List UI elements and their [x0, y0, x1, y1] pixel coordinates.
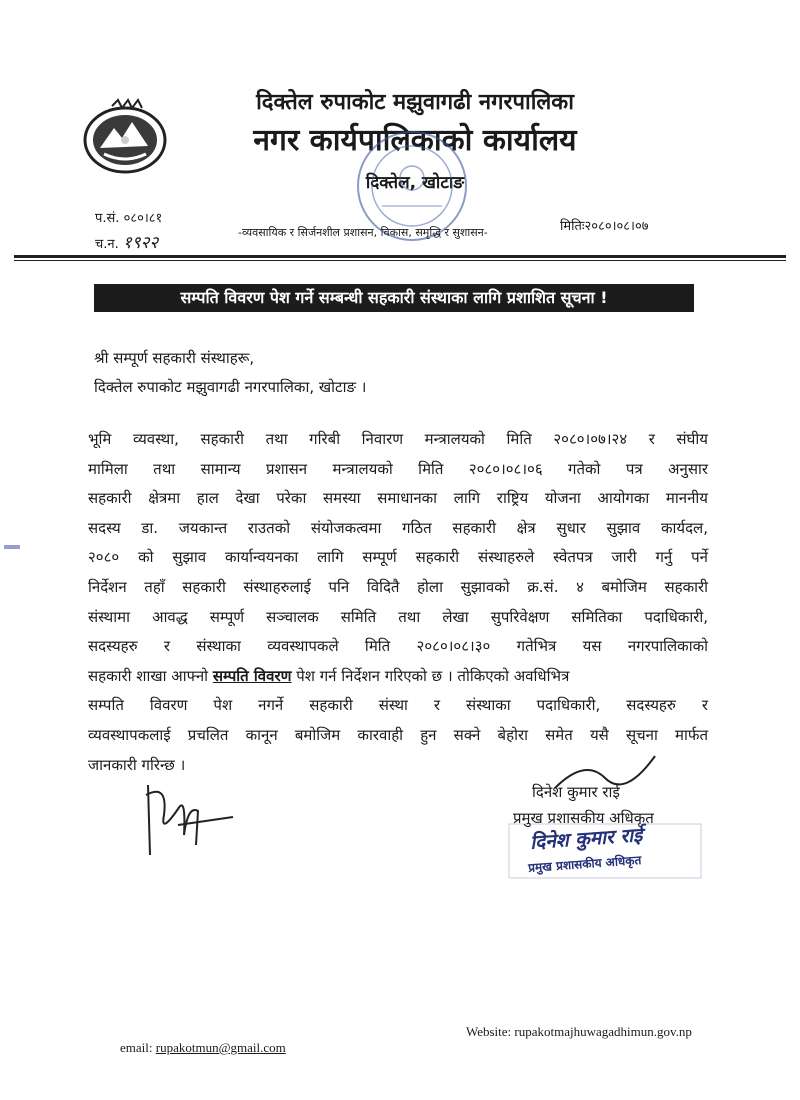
municipality-name: दिक्तेल रुपाकोट मझुवागढी नगरपालिका [256, 90, 574, 115]
body-fragment: पेश गर्न निर्देशन गरिएको छ । तोकिएको अवधिभित्र [296, 666, 570, 685]
letter-date: मितिः२०८०।०८।०७ [560, 219, 649, 234]
office-name: नगर कार्यपालिकाको कार्यालय [253, 123, 577, 158]
body-line: संस्थामा आवद्ध सम्पूर्ण सञ्चालक समिति तथा लेखा सुपरिवेक्षण समितिका पदाधिकारी, [88, 607, 708, 626]
body-line: मामिला तथा सामान्य प्रशासन मन्त्रालयको मिति २०८०।०८।०६ गतेको पत्र अनुसार [88, 459, 708, 478]
header-divider-thin [14, 260, 786, 261]
header-divider [14, 255, 786, 258]
left-signature [138, 775, 238, 865]
body-fragment: सहकारी शाखा आफ्नो [88, 666, 209, 685]
addressee-line-2: दिक्तेल रुपाकोट मझुवागढी नगरपालिका, खोटाङ । [94, 378, 367, 396]
body-line: सदस्य डा. जयकान्त राउतको संयोजकत्वमा गठित सहकारी क्षेत्र सुधार सुझाव कार्यदल, [88, 518, 708, 537]
body-line: सम्पति विवरण पेश नगर्ने सहकारी संस्था र संस्थाका पदाधिकारी, सदस्यहरु र [88, 696, 708, 715]
addressee-line-1: श्री सम्पूर्ण सहकारी संस्थाहरू, [94, 349, 255, 367]
email-label: email: [120, 1040, 153, 1055]
dispatch-label: च.न. [95, 237, 119, 252]
emphasis-asset-details: सम्पति विवरण [212, 666, 292, 685]
notice-body [88, 425, 708, 780]
dispatch-value: १९२२ [122, 233, 159, 253]
scan-mark [4, 545, 20, 549]
body-line: भूमि व्यवस्था, सहकारी तथा गरिबी निवारण मन्त्रालयको मिति २०८०।०७।२४ र संघीय [88, 430, 708, 448]
notice-title: सम्पति विवरण पेश गर्ने सम्बन्धी सहकारी संस्थाका लागि प्रशाशित सूचना ! [94, 284, 694, 312]
dispatch-number [95, 230, 158, 253]
body-line: सहकारी क्षेत्रमा हाल देखा परेका समस्या समाधानका लागि राष्ट्रिय योजना आयोगका माननीय [88, 489, 708, 508]
office-location: दिक्तेल, खोटाङ [365, 173, 465, 193]
body-line: जानकारी गरिन्छ । [88, 755, 186, 774]
motto: -व्यवसायिक र सिर्जनशील प्रशासन, विकास, समृद्धि र सुशासन- [238, 226, 488, 239]
body-line [88, 662, 708, 692]
body-line: निर्देशन तहाँ सहकारी संस्थाहरुलाई पनि विदितै होला सुझावको क्र.सं. ४ बमोजिम सहकारी [88, 577, 708, 596]
body-line: सदस्यहरु र संस्थाका व्यवस्थापकले मिति २०८०।०८।३० गतेभित्र यस नगरपालिकाको [88, 637, 708, 656]
body-line: व्यवस्थापकलाई प्रचलित कानून बमोजिम कारवाही हुन सक्ने बेहोरा समेत यसै सूचना मार्फत [88, 725, 708, 744]
reference-number: प.सं. ०८०।८१ [95, 211, 163, 226]
signatory-title: प्रमुख प्रशासकीय अधिकृत [513, 809, 654, 827]
stamp-name: दिनेश कुमार राई [529, 824, 644, 854]
body-line: २०८० को सुझाव कार्यान्वयनका लागि सम्पूर्ण सहकारी संस्थाहरुले स्वेतपत्र जारी गर्नु पर्ने [88, 548, 708, 567]
footer-website[interactable]: Website: rupakotmajhuwagadhimun.gov.np [466, 1024, 692, 1039]
signatory-name: दिनेश कुमार राई [532, 783, 620, 801]
stamp-title: प्रमुख प्रशासकीय अधिकृत [527, 853, 642, 875]
email-link[interactable]: rupakotmun@gmail.com [155, 1040, 286, 1055]
footer-email [120, 1040, 286, 1056]
